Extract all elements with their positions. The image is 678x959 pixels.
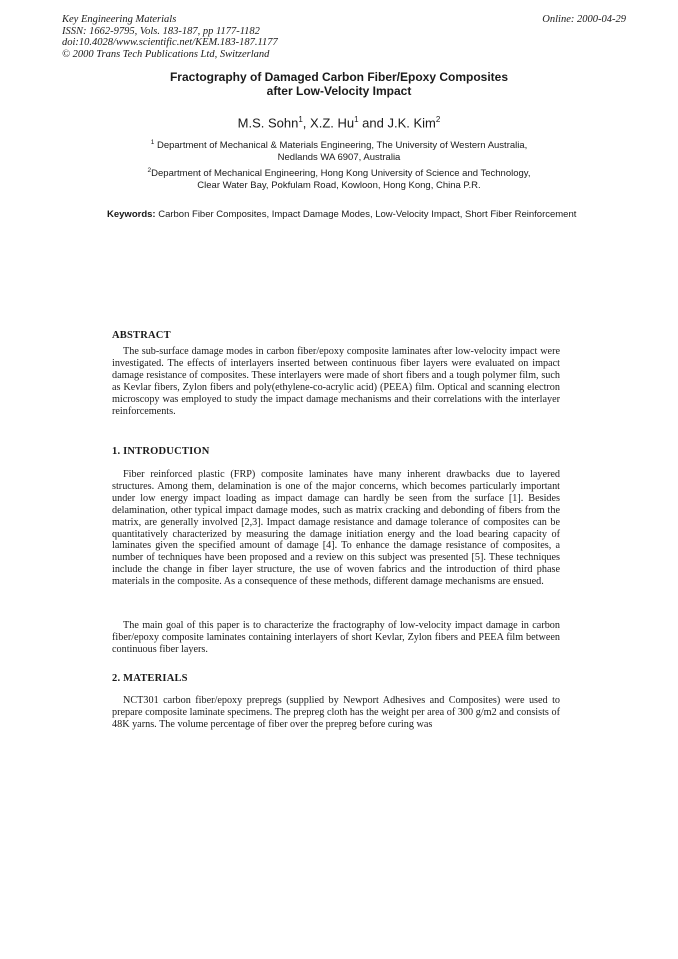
introduction-paragraph-2: The main goal of this paper is to characterize the fractography of low-velocity impact damage in carbon fiber/epoxy composite laminates containing interlayers of short Kevlar, Zylon fibers and PEEA film between continuous fiber layers. [112, 620, 560, 655]
affiliation-marker: 1 [298, 115, 303, 124]
author-separator: , [302, 115, 311, 131]
affiliation-text: Department of Mechanical Engineering, Hong Kong University of Science and Technology, [151, 168, 531, 180]
keywords-label: Keywords: [107, 209, 156, 220]
keywords [107, 209, 577, 221]
title-line-2: after Low-Velocity Impact [266, 84, 412, 98]
introduction-paragraph-1: Fiber reinforced plastic (FRP) composite laminates have many inherent drawbacks due to layered structures. Among them, delamination is one of the major concerns, which becomes particularly important under low energy impact loading as impact damage can hardly be seen from the surface [1]. Besides delamination, other typical impact damage modes, such as matrix cracking and debonding of fibers from the matrix, are generally involved [2,3]. Impact damage resistance and damage tolerance of composites can be quantitatively characterized by measuring the damage initiation energy and the load bearing capacity of laminates given the specified amount of damage [4]. To enhance the damage resistance of composites, a number of techniques have been proposed and a review on this subject was presented [5]. These techniques include the change in fiber layer structure, the use of woven fabrics and the introduction of third phase materials in the composite. As a consequence of these methods, different damage mechanisms are ensued. [112, 469, 560, 588]
affiliation-text: Nedlands WA 6907, Australia [277, 151, 401, 163]
author-list [0, 112, 678, 130]
affiliation-number: 1 [150, 139, 155, 146]
materials-paragraph-1: NCT301 carbon fiber/epoxy prepregs (supplied by Newport Adhesives and Composites) were used to prepare composite laminate specimens. The prepreg cloth has the weight per area of 300 g/m2 and consists of 48K yarns. The volume percentage of fiber over the prepreg before curing was [112, 695, 560, 730]
affiliation-text: Department of Mechanical & Materials Engineering, The University of Western Australia, [156, 140, 528, 152]
abstract-heading: ABSTRACT [112, 330, 171, 341]
running-header [62, 14, 278, 60]
affiliation-number: 2 [147, 167, 152, 174]
doi-line[interactable]: doi:10.4028/www.scientific.net/KEM.183-187.1177 [62, 37, 278, 48]
author-separator: and [358, 115, 388, 131]
affiliation-text: Clear Water Bay, Pokfulam Road, Kowloon, Hong Kong, China P.R. [197, 179, 481, 191]
author-name: X.Z. Hu [310, 115, 355, 131]
title-line-1: Fractography of Damaged Carbon Fiber/Epoxy Composites [169, 70, 509, 84]
affiliation-1 [0, 137, 678, 163]
journal-name: Key Engineering Materials [62, 14, 177, 25]
issn-line: ISSN: 1662-9795, Vols. 183-187, pp 1177-1182 [62, 25, 260, 37]
online-date: Online: 2000-04-29 [542, 14, 626, 25]
keywords-text: Carbon Fiber Composites, Impact Damage Modes, Low-Velocity Impact, Short Fiber Reinforcement [158, 209, 577, 220]
introduction-heading: 1. INTRODUCTION [112, 446, 210, 457]
abstract-paragraph: The sub-surface damage modes in carbon fiber/epoxy composite laminates after low-velocity impact were investigated. The effects of interlayers inserted between continuous fiber layers were evaluated on impact damage resistance of composites. These interlayers were made of short fibers and a tough polymer film, such as Kevlar fibers, Zylon fibers and poly(ethylene-co-acrylic acid) (PEEA) film. Optical and scanning electron microscopy was employed to study the impact damage mechanisms and their correlations with the interlayer reinforcements. [112, 346, 560, 417]
copyright-line: © 2000 Trans Tech Publications Ltd, Switzerland [62, 48, 270, 60]
affiliation-marker: 1 [354, 115, 359, 124]
author-name: M.S. Sohn [237, 115, 299, 131]
affiliation-marker: 2 [435, 115, 441, 124]
affiliation-2 [0, 165, 678, 191]
materials-heading: 2. MATERIALS [112, 673, 188, 684]
paper-title [0, 70, 678, 98]
author-name: J.K. Kim [387, 115, 436, 131]
